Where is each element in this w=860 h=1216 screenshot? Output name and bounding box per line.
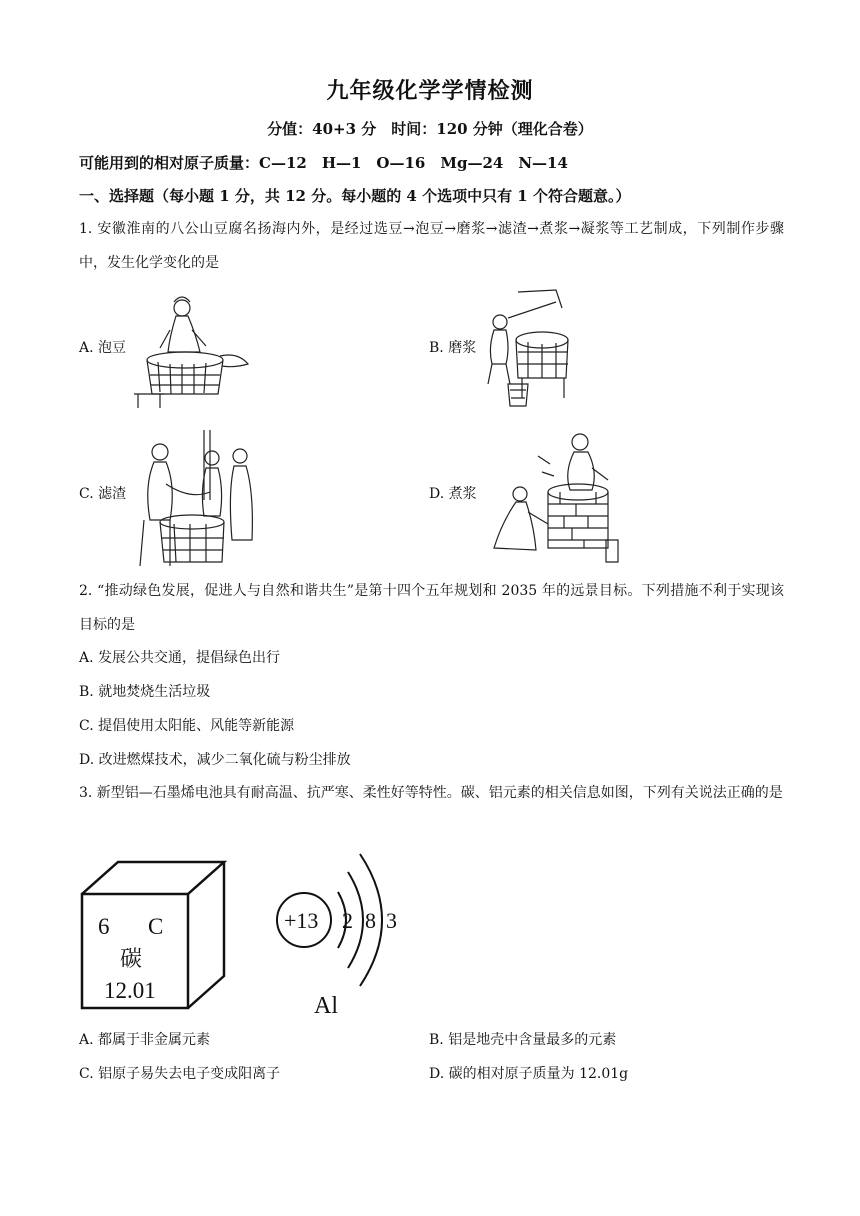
carbon-symbol: C (148, 914, 164, 939)
question-2-stem: 2. “推动绿色发展，促进人与自然和谐共生”是第十四个五年规划和 2035 年的远景目标。下列措施不利于实现该目标的是 (79, 583, 784, 633)
q2-option-a[interactable]: A. 发展公共交通，提倡绿色出行 (79, 650, 281, 666)
q1-option-c[interactable]: C. 滤渣 (79, 486, 127, 502)
q3-option-a[interactable]: A. 都属于非金属元素 (79, 1032, 211, 1048)
aluminum-atom-structure-diagram (274, 848, 414, 1027)
q3-option-b[interactable]: B. 铝是地壳中含量最多的元素 (429, 1032, 617, 1048)
carbon-name: 碳 (120, 946, 143, 971)
carbon-atomic-mass: 12.01 (104, 978, 156, 1003)
section-heading: 一、选择题（每小题 1 分，共 12 分。每小题的 4 个选项中只有 1 个符合题意。） (79, 187, 631, 205)
q1-option-d[interactable]: D. 煮浆 (429, 486, 477, 502)
shell-1-electrons: 2 (342, 908, 353, 933)
shell-2-electrons: 8 (365, 908, 376, 933)
q2-option-d[interactable]: D. 改进燃煤技术，减少二氧化硫与粉尘排放 (79, 752, 351, 768)
carbon-element-card (78, 858, 228, 1017)
q3-option-d[interactable]: D. 碳的相对原子质量为 12.01g (429, 1066, 629, 1082)
question-1-stem: 1. 安徽淮南的八公山豆腐名扬海内外，是经过选豆→泡豆→磨浆→滤渣→煮浆→凝浆等工艺制成，下列制作步骤中，发生化学变化的是 (79, 221, 784, 271)
q3-option-c[interactable]: C. 铝原子易失去电子变成阳离子 (79, 1066, 281, 1082)
aluminum-symbol: Al (314, 993, 338, 1019)
question-3-stem: 3. 新型铝—石墨烯电池具有耐高温、抗严寒、柔性好等特性。碳、铝元素的相关信息如图，下列有关说法正确的是 (79, 785, 783, 801)
filtering-residue-illustration (130, 430, 265, 574)
q1-option-b[interactable]: B. 磨浆 (429, 340, 477, 356)
atomic-masses-line: 可能用到的相对原子质量：C—12 H—1 O—16 Mg—24 N—14 (79, 154, 568, 172)
exam-title: 九年级化学学情检测 (326, 78, 534, 104)
aluminum-nucleus-charge: +13 (284, 908, 319, 933)
q2-option-c[interactable]: C. 提倡使用太阳能、风能等新能源 (79, 718, 295, 734)
exam-subtitle: 分值：40+3 分 时间：120 分钟（理化合卷） (267, 120, 593, 138)
carbon-atomic-number: 6 (98, 914, 110, 939)
q1-option-a[interactable]: A. 泡豆 (79, 340, 127, 356)
shell-3-electrons: 3 (386, 908, 397, 933)
boiling-pulp-illustration (488, 428, 633, 572)
grinding-beans-illustration (478, 288, 583, 412)
soaking-beans-illustration (130, 290, 255, 414)
q2-option-b[interactable]: B. 就地焚烧生活垃圾 (79, 684, 211, 700)
